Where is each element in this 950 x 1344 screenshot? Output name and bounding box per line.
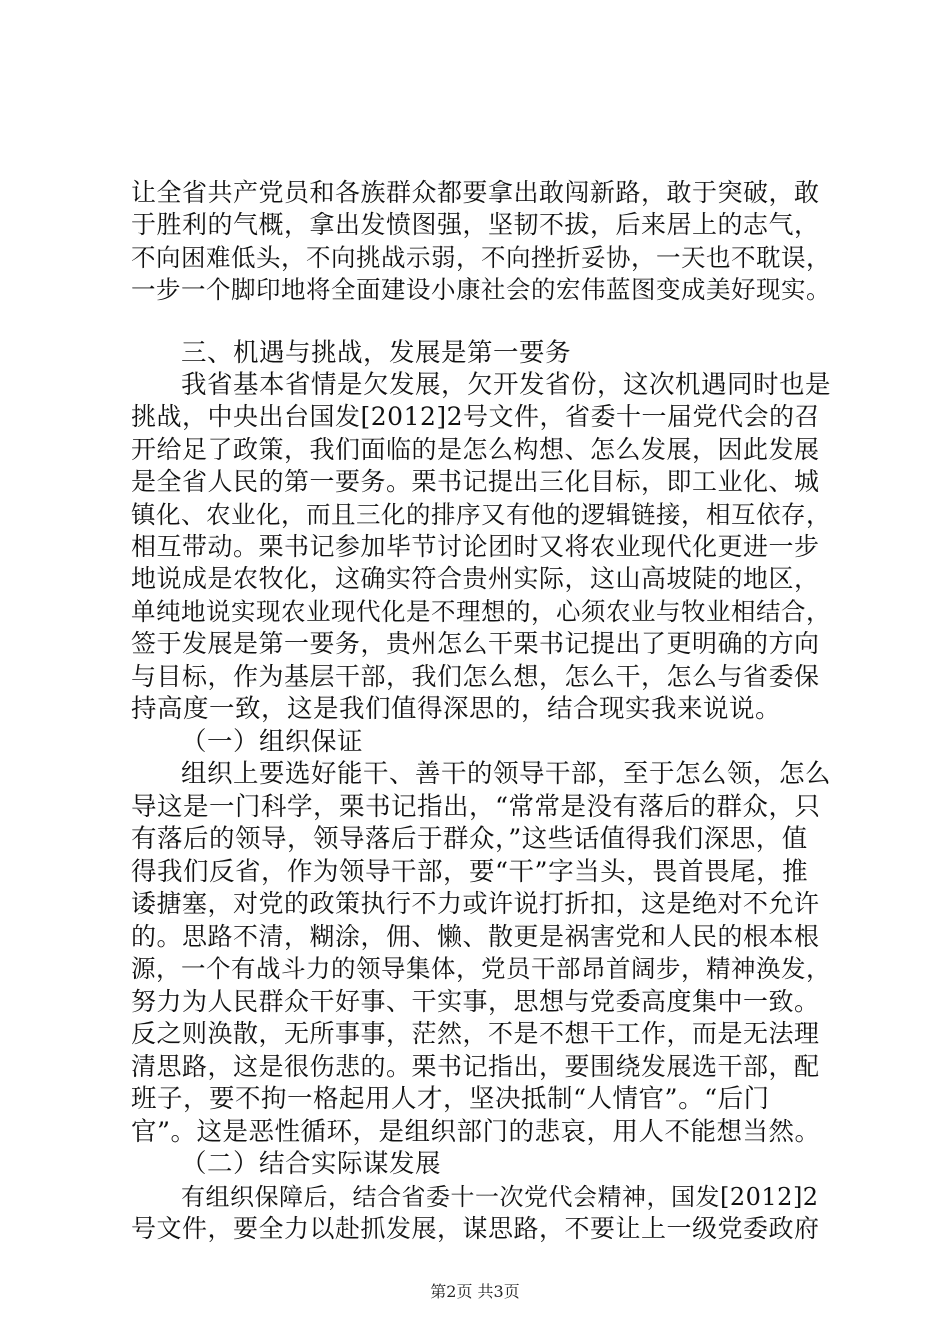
body-text-line: 官”。这是恶性循环，是组织部门的悲哀，用人不能想当然。 — [131, 1117, 821, 1147]
body-text-line: 号文件，要全力以赴抓发展，谋思路，不要让上一级党委政府 — [131, 1214, 820, 1243]
body-text-line: 导这是一门科学，栗书记指出，“常常是没有落后的群众，只 — [131, 792, 821, 822]
body-text-line: 镇化、农业化，而且三化的排序又有他的逻辑链接，相互依存， — [131, 500, 831, 529]
body-text-line: 是全省人民的第一要务。栗书记提出三化目标，即工业化、城 — [131, 467, 820, 496]
body-text-line: 持高度一致，这是我们值得深思的，结合现实我来说说。 — [131, 694, 782, 724]
subheading: （一）组织保证 — [181, 727, 364, 757]
body-text-line: 签于发展是第一要务，贵州怎么干栗书记提出了更明确的方向 — [131, 629, 820, 658]
page-number-footer: 第2页 共3页 — [430, 1282, 520, 1301]
body-text-line: 相互带动。栗书记参加毕节讨论团时又将农业现代化更进一步 — [131, 532, 820, 561]
body-text-line: 挑战，中央出台国发[2012]2号文件，省委十一届党代会的召 — [131, 402, 821, 431]
subheading: （二）结合实际谋发展 — [181, 1149, 442, 1179]
body-text-line: 班子，要不拘一格起用人才，坚决抵制“人情官”。“后门 — [131, 1084, 770, 1114]
body-text-line: 让全省共产党员和各族群众都要拿出敢闯新路，敢于突破，敢 — [131, 178, 820, 207]
body-text-line: 单纯地说实现农业现代化是不理想的，心须农业与牧业相结合， — [131, 597, 831, 626]
body-text-line: 不向困难低头，不向挑战示弱，不向挫折妥协，一天也不耽误， — [131, 243, 831, 272]
body-text-line: 开给足了政策，我们面临的是怎么构想、怎么发展，因此发展 — [131, 435, 820, 464]
body-text-line: 有落后的领导，领导落后于群众，”这些话值得我们深思，值 — [131, 824, 808, 854]
body-text-line: 源，一个有战斗力的领导集体，党员干部昂首阔步，精神涣发， — [131, 954, 831, 983]
body-text-line: 我省基本省情是欠发展，欠开发省份，这次机遇同时也是 — [181, 370, 832, 400]
body-text-line: 有组织保障后，结合省委十一次党代会精神，国发[2012]2 — [181, 1183, 819, 1211]
body-text-line: 清思路，这是很伤悲的。栗书记指出，要围绕发展选干部，配 — [131, 1052, 820, 1081]
body-text-line: 一步一个脚印地将全面建设小康社会的宏伟蓝图变成美好现实。 — [131, 275, 831, 304]
body-text-line: 努力为人民群众干好事、干实事，思想与党委高度集中一致。 — [131, 987, 820, 1016]
section-heading: 三、机遇与挑战，发展是第一要务 — [181, 338, 572, 368]
body-text-line: 地说成是农牧化，这确实符合贵州实际，这山高坡陡的地区， — [131, 564, 820, 593]
body-text-line: 的。思路不清，糊涂，佣、懒、散更是祸害党和人民的根本根 — [131, 922, 820, 951]
body-text-line: 诿搪塞，对党的政策执行不力或许说打折扣，这是绝对不允许 — [131, 889, 820, 918]
body-text-line: 反之则涣散，无所事事，茫然，不是不想干工作，而是无法理 — [131, 1019, 820, 1048]
body-text-line: 于胜利的气概，拿出发愤图强，坚韧不拔，后来居上的志气， — [131, 210, 820, 239]
body-text-line: 与目标，作为基层干部，我们怎么想，怎么干，怎么与省委保 — [131, 662, 820, 691]
body-text-line: 得我们反省，作为领导干部，要“干”字当头，畏首畏尾，推 — [131, 857, 809, 887]
body-text-line: 组织上要选好能干、善干的领导干部，至于怎么领，怎么 — [181, 759, 832, 789]
